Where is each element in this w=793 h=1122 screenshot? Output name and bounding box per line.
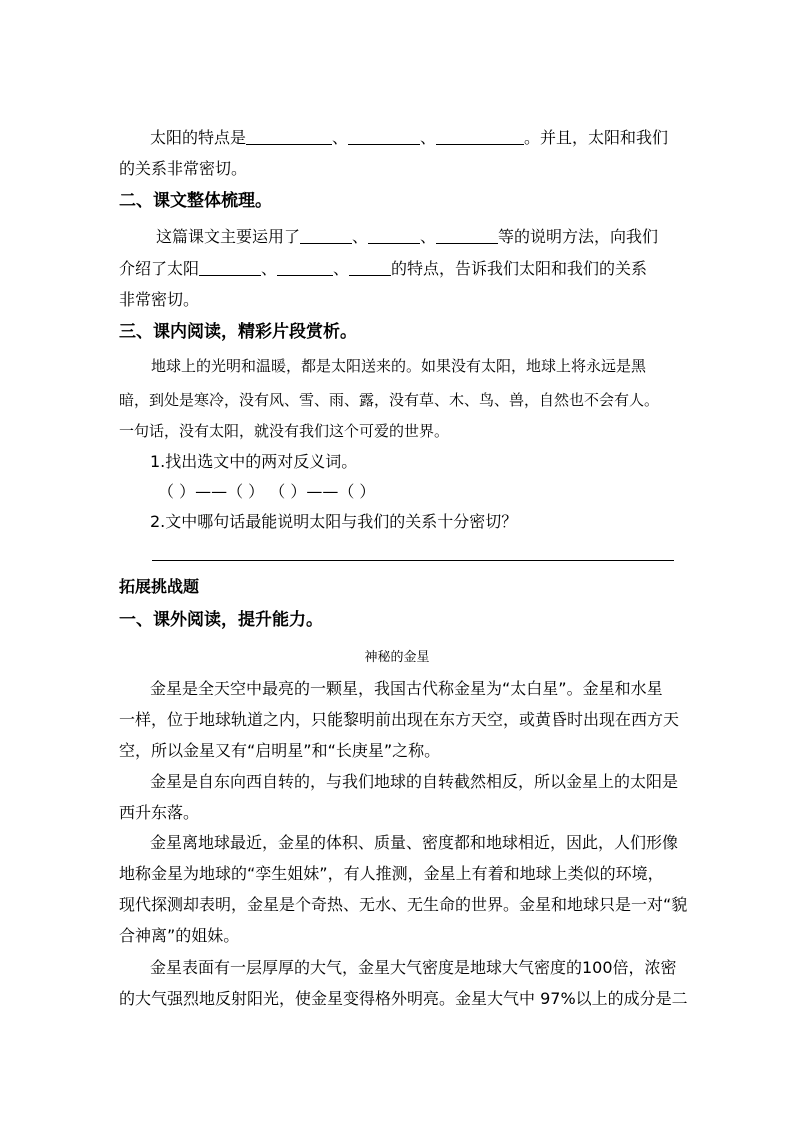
- answer-blank[interactable]: [348, 128, 420, 145]
- article-line: 金星是全天空中最亮的一颗星，我国古代称金星为“太白星”。金星和水星: [150, 679, 663, 698]
- text-line: 非常密切。: [119, 290, 200, 309]
- article-line: 的大气强烈地反射阳光，使金星变得格外明亮。金星大气中 97%以上的成分是二: [119, 989, 688, 1008]
- answer-blank[interactable]: [436, 227, 498, 244]
- article-line: 合神离”的姐妹。: [119, 926, 240, 945]
- article-title: 神秘的金星: [364, 650, 430, 665]
- section-heading-3: 三、课内阅读，精彩片段赏析。: [119, 322, 357, 342]
- passage-line: 暗，到处是寒冷，没有风、雪、雨、露，没有草、木、鸟、兽，自然也不会有人。: [119, 391, 660, 409]
- challenge-heading: 一、课外阅读，提升能力。: [119, 610, 323, 630]
- answer-blank[interactable]: [349, 259, 391, 276]
- answer-blank[interactable]: [368, 227, 420, 244]
- section-heading-2: 二、课文整体梳理。: [119, 191, 272, 211]
- intro-line: 介绍了太阳 、 、 的特点，告诉我们太阳和我们的关系: [119, 259, 648, 278]
- question-2: 2.文中哪句话最能说明太阳与我们的关系十分密切？: [150, 512, 518, 531]
- article-line: 金星是自东向西自转的，与我们地球的自转截然相反，所以金星上的太阳是: [150, 772, 679, 791]
- article-line: 西升东落。: [119, 803, 200, 822]
- answer-blank[interactable]: [246, 128, 332, 145]
- sun-features-line: 太阳的特点是 、 、 。并且，太阳和我们: [150, 128, 669, 147]
- challenge-title: 拓展挑战题: [119, 577, 200, 596]
- answer-blank[interactable]: [199, 259, 261, 276]
- answer-blank[interactable]: [436, 128, 524, 145]
- passage-line: 地球上的光明和温暖，都是太阳送来的。如果没有太阳，地球上将永远是黑: [151, 357, 647, 375]
- article-line: 金星表面有一层厚厚的大气，金星大气密度是地球大气密度的100倍，浓密: [150, 958, 677, 977]
- question-1: 1.找出选文中的两对反义词。: [150, 452, 358, 471]
- text-line: 的关系非常密切。: [119, 159, 248, 178]
- article-line: 空，所以金星又有“启明星”和“长庚星”之称。: [119, 741, 441, 760]
- answer-blank[interactable]: [277, 259, 333, 276]
- passage-line: 一句话，没有太阳，就没有我们这个可爱的世界。: [119, 422, 450, 440]
- article-line: 地称金星为地球的“孪生姐妹”，有人推测，金星上有着和地球上类似的环境，: [119, 864, 664, 883]
- article-line: 一样，位于地球轨道之内，只能黎明前出现在东方天空，或黄昏时出现在西方天: [119, 710, 680, 729]
- article-line: 金星离地球最近，金星的体积、质量、密度都和地球相近，因此，人们形像: [150, 833, 679, 852]
- antonym-pairs[interactable]: （ ）——（ ） （ ）——（ ）: [158, 482, 376, 501]
- answer-blank[interactable]: [300, 227, 352, 244]
- article-line: 现代探测却表明，金星是个奇热、无水、无生命的世界。金星和地球只是一对“貌: [119, 895, 688, 914]
- method-line: 这篇课文主要运用了 、 、 等的说明方法，向我们: [156, 227, 659, 246]
- answer-line[interactable]: [152, 560, 674, 561]
